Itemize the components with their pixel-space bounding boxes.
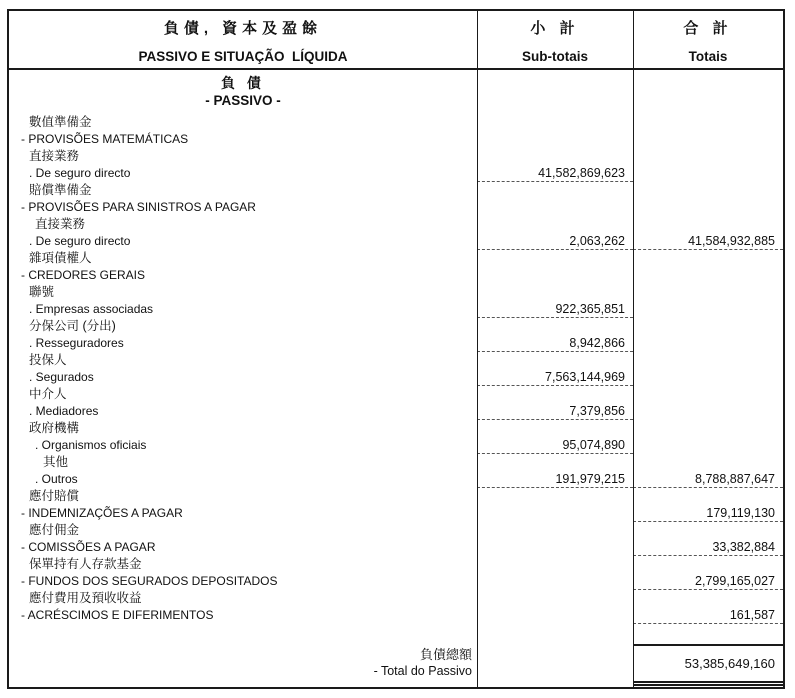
row-subtotal-value <box>477 267 633 284</box>
row-label: . Resseguradores <box>29 336 124 350</box>
section-title-pt: - PASSIVO - <box>205 93 281 108</box>
row-subtotal-value: 7,563,144,969 <box>477 369 633 386</box>
table-row <box>9 505 783 522</box>
table-row <box>9 386 783 403</box>
header-subtotals-zh: 小 計 <box>530 20 580 37</box>
table-row <box>9 131 783 148</box>
header-subtotals-pt: Sub-totais <box>522 49 588 64</box>
table-row <box>9 437 783 454</box>
row-subtotal-value <box>477 131 633 148</box>
header-liabilities-pt: PASSIVO E SITUAÇÃO LÍQUIDA <box>138 49 348 64</box>
total-passivo-value: 53,385,649,160 <box>633 644 783 686</box>
header-liabilities-column <box>9 11 477 68</box>
header-totals-pt: Totais <box>688 49 728 64</box>
row-subtotal-value <box>477 182 633 199</box>
row-total-value <box>633 335 783 352</box>
row-total-value: 33,382,884 <box>633 539 783 556</box>
row-label: . De seguro directo <box>29 166 131 180</box>
row-total-value: 161,587 <box>633 607 783 624</box>
row-subtotal-value <box>477 590 633 607</box>
table-row <box>9 318 783 335</box>
row-total-value <box>633 267 783 284</box>
row-subtotal-value: 95,074,890 <box>477 437 633 454</box>
table-row <box>9 148 783 165</box>
row-subtotal-value <box>477 556 633 573</box>
table-row <box>9 182 783 199</box>
row-total-value <box>633 488 783 505</box>
row-subtotal-value <box>477 114 633 131</box>
row-total-value <box>633 216 783 233</box>
row-total-value <box>633 437 783 454</box>
table-row <box>9 369 783 386</box>
table-row <box>9 267 783 284</box>
row-subtotal-value <box>477 352 633 369</box>
total-row <box>9 644 783 686</box>
table-row <box>9 420 783 437</box>
header-subtotals-column <box>477 11 633 68</box>
row-label: 聯號 <box>29 285 55 299</box>
row-label: 應付佣金 <box>29 523 80 537</box>
row-total-value <box>633 318 783 335</box>
section-title-passivo <box>9 75 477 109</box>
table-row <box>9 352 783 369</box>
row-label: 應付賠償 <box>29 489 80 503</box>
table-row <box>9 539 783 556</box>
row-subtotal-value <box>477 199 633 216</box>
row-label: 數值準備金 <box>29 115 92 129</box>
row-subtotal-value <box>477 522 633 539</box>
row-total-value <box>633 165 783 182</box>
row-total-value <box>633 386 783 403</box>
row-label: . Mediadores <box>29 404 99 418</box>
table-row <box>9 471 783 488</box>
table-row <box>9 199 783 216</box>
row-total-value <box>633 352 783 369</box>
table-header <box>9 11 783 70</box>
row-label: 投保人 <box>29 353 67 367</box>
row-subtotal-value <box>477 420 633 437</box>
row-label: 賠償準備金 <box>29 183 92 197</box>
row-total-value <box>633 403 783 420</box>
row-total-value <box>633 148 783 165</box>
table-row <box>9 335 783 352</box>
row-subtotal-value <box>477 148 633 165</box>
row-subtotal-value: 922,365,851 <box>477 301 633 318</box>
table-row <box>9 250 783 267</box>
row-total-value <box>633 301 783 318</box>
row-subtotal-value <box>477 284 633 301</box>
table-row <box>9 590 783 607</box>
column-divider-subtotals <box>477 11 478 687</box>
table-row <box>9 607 783 624</box>
header-liabilities-zh: 負債, 資本及盈餘 <box>163 20 323 37</box>
row-total-value <box>633 522 783 539</box>
table-row <box>9 522 783 539</box>
row-total-value <box>633 590 783 607</box>
table-row <box>9 165 783 182</box>
balance-sheet-table <box>7 9 785 689</box>
total-label-zh: 負債總額 <box>419 647 472 662</box>
row-label: - ACRÉSCIMOS E DIFERIMENTOS <box>21 608 214 622</box>
total-labels <box>9 644 477 680</box>
row-label: . Outros <box>35 472 78 486</box>
row-total-value <box>633 420 783 437</box>
row-label: 分保公司 (分出) <box>29 319 116 333</box>
row-subtotal-value <box>477 539 633 556</box>
row-label: - PROVISÕES PARA SINISTROS A PAGAR <box>21 200 256 214</box>
row-subtotal-value <box>477 386 633 403</box>
row-subtotal-value <box>477 488 633 505</box>
row-label: . Segurados <box>29 370 94 384</box>
table-row <box>9 573 783 590</box>
row-label: 其他 <box>43 455 69 469</box>
row-subtotal-value <box>477 607 633 624</box>
table-row <box>9 114 783 131</box>
header-totals-column <box>633 11 783 68</box>
row-subtotal-value <box>477 216 633 233</box>
row-total-value <box>633 131 783 148</box>
row-label: . De seguro directo <box>29 234 131 248</box>
table-row <box>9 454 783 471</box>
column-divider-totals <box>633 11 634 687</box>
row-total-value <box>633 114 783 131</box>
row-label: . Empresas associadas <box>29 302 154 316</box>
row-label: 雜項債權人 <box>29 251 92 265</box>
row-subtotal-value: 191,979,215 <box>477 471 633 488</box>
row-label: - PROVISÕES MATEMÁTICAS <box>21 132 189 146</box>
row-label: 直接業務 <box>29 149 80 163</box>
row-subtotal-value: 41,582,869,623 <box>477 165 633 182</box>
row-total-value: 8,788,887,647 <box>633 471 783 488</box>
row-total-value: 41,584,932,885 <box>633 233 783 250</box>
row-subtotal-value: 2,063,262 <box>477 233 633 250</box>
row-subtotal-value <box>477 573 633 590</box>
table-row <box>9 233 783 250</box>
row-total-value <box>633 199 783 216</box>
row-subtotal-value: 7,379,856 <box>477 403 633 420</box>
row-total-value: 2,799,165,027 <box>633 573 783 590</box>
row-subtotal-value <box>477 318 633 335</box>
table-row <box>9 301 783 318</box>
row-label: 政府機構 <box>29 421 80 435</box>
row-total-value <box>633 369 783 386</box>
row-label: 直接業務 <box>35 217 86 231</box>
row-total-value: 179,119,130 <box>633 505 783 522</box>
row-subtotal-value: 8,942,866 <box>477 335 633 352</box>
row-label: - CREDORES GERAIS <box>21 268 146 282</box>
row-label: - COMISSÕES A PAGAR <box>21 540 156 554</box>
row-total-value <box>633 182 783 199</box>
table-row <box>9 284 783 301</box>
total-label-pt: - Total do Passivo <box>373 664 472 678</box>
section-title-zh: 負 債 <box>221 75 265 91</box>
row-total-value <box>633 454 783 471</box>
row-label: 保單持有人存款基金 <box>29 557 142 571</box>
row-total-value <box>633 556 783 573</box>
row-label: - INDEMNIZAÇÕES A PAGAR <box>21 506 183 520</box>
row-label: - FUNDOS DOS SEGURADOS DEPOSITADOS <box>21 574 278 588</box>
header-totals-zh: 合 計 <box>683 20 733 37</box>
row-label: 應付費用及預收收益 <box>29 591 142 605</box>
table-body-rows <box>9 114 783 624</box>
row-label: 中介人 <box>29 387 67 401</box>
table-row <box>9 556 783 573</box>
table-row <box>9 403 783 420</box>
row-total-value <box>633 284 783 301</box>
row-label: . Organismos oficiais <box>35 438 147 452</box>
row-total-value <box>633 250 783 267</box>
table-row <box>9 488 783 505</box>
table-row <box>9 216 783 233</box>
row-subtotal-value <box>477 250 633 267</box>
row-subtotal-value <box>477 505 633 522</box>
row-subtotal-value <box>477 454 633 471</box>
